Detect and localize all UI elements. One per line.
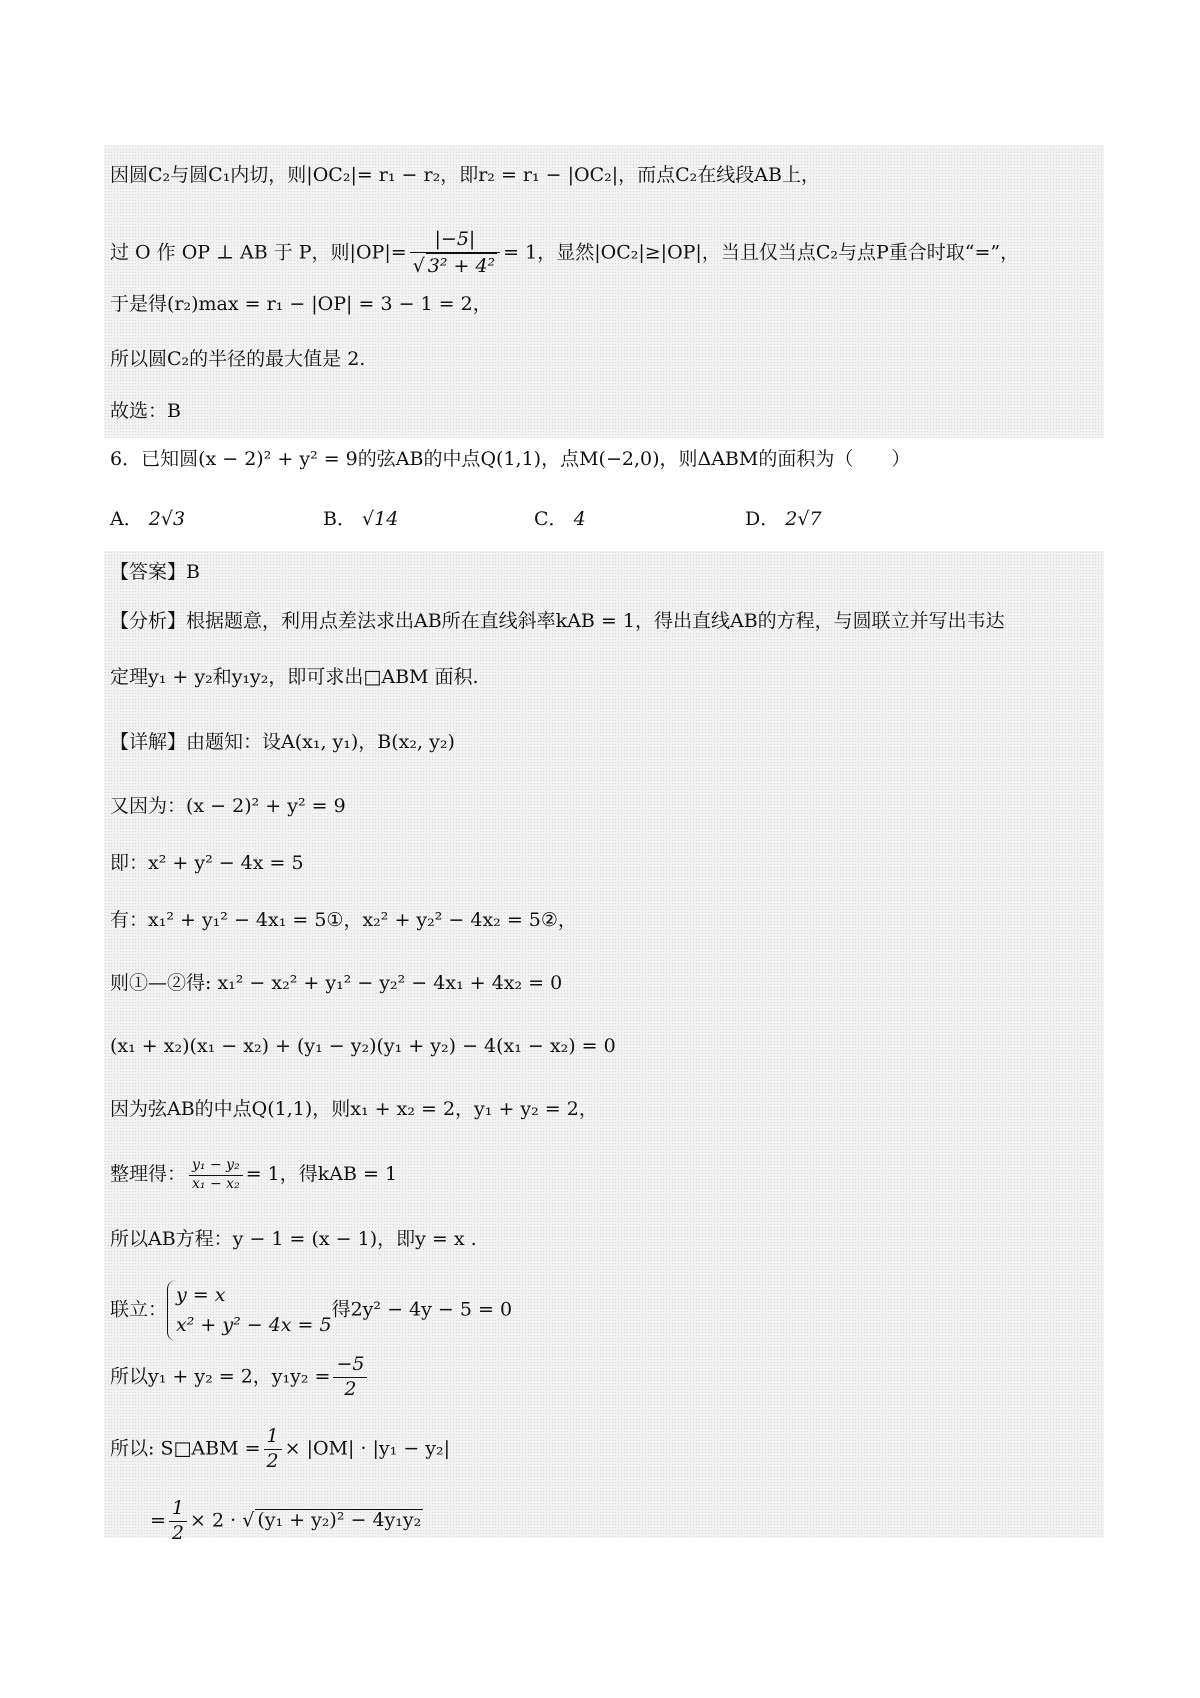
option-a-label: A． [110,508,143,530]
option-b-value: √14 [362,508,399,530]
equation-system [167,1280,332,1341]
distance-op-fraction [410,228,501,279]
slope-fraction [189,1157,243,1193]
step-vieta [110,1353,370,1402]
step-system-result: 得2y² − 4y − 5 = 0 [331,1298,513,1321]
distance-op-suffix: = 1，显然|OC₂|≥|OP|，当且仅当点C₂与点P重合时取“=”， [503,241,1020,264]
distance-op-prefix: 过 O 作 OP ⊥ AB 于 P，则|OP|= [110,241,407,264]
step-factorization: (x₁ + x₂)(x₁ − x₂) + (y₁ − y₂)(y₁ + y₂) − 4(x₁ − x₂) = 0 [110,1035,616,1057]
detail-setup: 【详解】由题知：设A(x₁, y₁)，B(x₂, y₂) [110,731,455,753]
slope-numerator: y₁ − y₂ [189,1157,243,1176]
distance-op-radicand: 3² + 4² [427,254,496,277]
slope-denominator: x₁ − x₂ [192,1175,240,1192]
area-expansion-numerator: 1 [169,1497,187,1522]
option-c-value: 4 [573,508,586,530]
step-slope-prefix: 整理得： [110,1163,187,1185]
area-half-denominator: 2 [266,1449,279,1472]
solution-shaded-block-top [104,145,1104,438]
step-area-suffix: × |OM| · |y₁ − y₂| [284,1437,451,1460]
area-half-fraction [264,1425,282,1474]
option-c-label: C． [534,508,568,530]
area-half-numerator: 1 [264,1425,282,1450]
step-area-formula [110,1425,450,1474]
area-expansion-denominator: 2 [171,1521,185,1544]
vieta-denominator: 2 [344,1377,357,1400]
area-expansion-fraction [169,1497,187,1546]
analysis-line-2: 定理y₁ + y₂和y₁y₂，即可求出□ABM 面积. [110,666,479,688]
step-slope-suffix: = 1，得kAB = 1 [245,1163,398,1185]
step-system [110,1280,512,1341]
option-a-value: 2√3 [148,508,186,530]
previous-choice: 故选：B [110,400,181,422]
question-6-stem: 6．已知圆(x − 2)² + y² = 9的弦AB的中点Q(1,1)，点M(−2,0)，则ΔABM的面积为（ ） [110,448,911,470]
step-expanded-equation: 即：x² + y² − 4x = 5 [110,852,304,874]
step-area-prefix: 所以: S□ABM = [110,1437,261,1460]
max-radius-computation: 于是得(r₂)max = r₁ − |OP| = 3 − 1 = 2， [110,293,492,315]
step-area-expansion: = $\frac{1}{2}$ × 2 · √ (y₁ + y₂)² − 4y₁y₂ [150,1497,422,1544]
system-equation-1: y = x [176,1284,226,1306]
option-c[interactable] [534,510,586,529]
step-line-equation: 所以AB方程：y − 1 = (x − 1)，即y = x . [110,1228,477,1250]
vieta-fraction [333,1353,367,1402]
step-area-mid: × 2 · [190,1509,237,1532]
tangent-circle-statement: 因圆C₂与圆C₁内切，则|OC₂|= r₁ − r₂，即r₂ = r₁ − |OC₂|，而点C₂在线段AB上， [110,164,820,186]
distance-op-numerator: |−5| [410,228,501,253]
option-d-label: D． [745,508,780,530]
step-vieta-prefix: 所以y₁ + y₂ = 2，y₁y₂ = [110,1365,331,1388]
step-slope [110,1157,397,1193]
option-d[interactable] [745,510,822,529]
max-radius-conclusion: 所以圆C₂的半径的最大值是 2. [110,348,366,370]
step-system-prefix: 联立： [110,1298,168,1321]
vieta-numerator: −5 [333,1353,367,1378]
analysis-line-1: 【分析】根据题意，利用点差法求出AB所在直线斜率kAB = 1，得出直线AB的方程，与圆联立并写出韦达 [110,610,1005,632]
option-b-label: B． [323,508,356,530]
answer-line: 【答案】B [110,561,200,583]
step-circle-equation: 又因为：(x − 2)² + y² = 9 [110,795,346,817]
distance-op-denominator: √ 3² + 4² [412,254,496,277]
option-b[interactable] [323,510,398,529]
system-equation-2: x² + y² − 4x = 5 [176,1314,332,1337]
distance-op-line [110,228,1019,279]
area-radicand: (y₁ + y₂)² − 4y₁y₂ [257,1509,422,1532]
option-d-value: 2√7 [785,508,822,530]
step-subtraction: 则①—②得: x₁² − x₂² + y₁² − y₂² − 4x₁ + 4x₂ = 0 [110,972,563,994]
step-area-eq: = [150,1509,166,1532]
option-a[interactable] [110,510,185,529]
step-midpoint: 因为弦AB的中点Q(1,1)，则x₁ + x₂ = 2，y₁ + y₂ = 2， [110,1098,598,1120]
step-point-equations: 有：x₁² + y₁² − 4x₁ = 5①，x₂² + y₂² − 4x₂ = 5②， [110,909,577,931]
